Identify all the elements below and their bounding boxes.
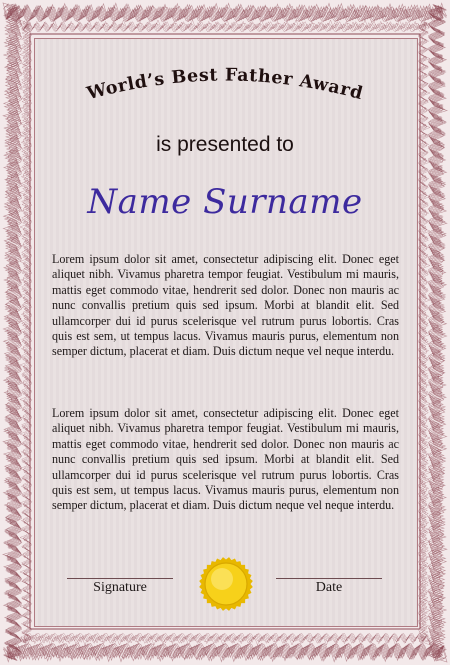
- award-title: [0, 0, 450, 140]
- gold-seal-icon: [197, 555, 255, 613]
- presented-to-text: is presented to: [156, 133, 294, 156]
- signature-label: Signature: [93, 580, 147, 595]
- date-label: Date: [315, 580, 343, 595]
- body-paragraph-2: Lorem ipsum dolor sit amet, consectetur adipiscing elit. Donec eget aliquet nibh. Vivamus pharetra tempor feugiat. Vestibulum mi mauris, mattis eget commodo vitae, hendrerit sed dolor. Donec non mauris ac nunc convallis pretium quis sed ipsum. Morbi at blandit elit. Sed ullamcorper dui id purus scelerisque vel rutrum purus lobortis. Cras quis est sem, ut tempus lacus. Vivamus mauris purus, elementum non semper dictum, placerat et diam. Duis dictum neque vel neque interdu.: [52, 406, 399, 513]
- body-paragraph-1: Lorem ipsum dolor sit amet, consectetur adipiscing elit. Donec eget aliquet nibh. Vivamus pharetra tempor feugiat. Vestibulum mi mauris, mattis eget commodo vitae, hendrerit sed dolor. Donec non mauris ac nunc convallis pretium quis sed ipsum. Morbi at blandit elit. Sed ullamcorper dui id purus scelerisque vel rutrum purus lobortis. Cras quis est sem, ut tempus lacus. Vivamus mauris purus, elementum non semper dictum, placerat et diam. Duis dictum neque vel neque interdu.: [52, 252, 399, 359]
- signature-line: [67, 578, 173, 579]
- date-line: [276, 578, 382, 579]
- award-title-text: World’s Best Father Award: [84, 65, 366, 105]
- recipient-name: Name Surname: [87, 182, 363, 222]
- svg-text:World’s Best Father Award: [84, 65, 365, 104]
